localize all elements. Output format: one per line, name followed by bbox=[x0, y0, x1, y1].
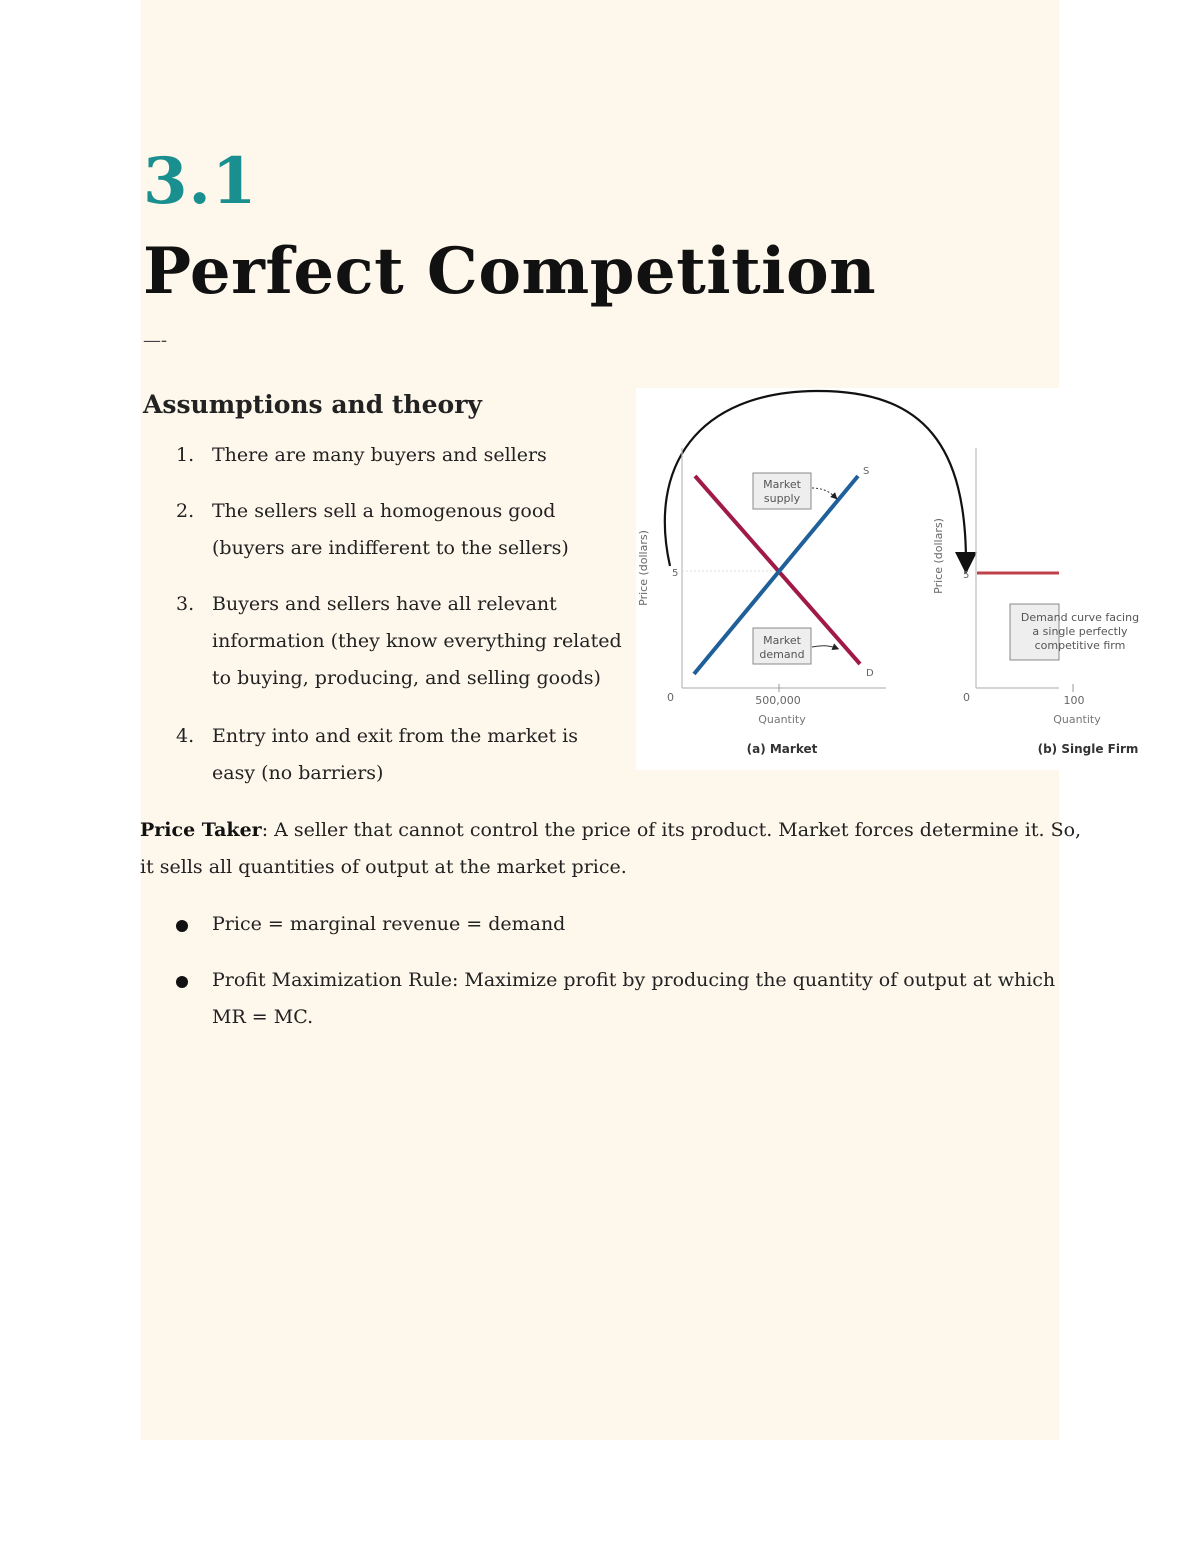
bullet-text: Price = marginal revenue = demand bbox=[212, 913, 566, 935]
list-text: (buyers are indifferent to the sellers) bbox=[212, 537, 569, 559]
list-item bbox=[176, 586, 636, 697]
market-supply-box-line: supply bbox=[763, 492, 801, 505]
bullet-icon bbox=[176, 976, 188, 988]
firm-y-axis-label: Price (dollars) bbox=[932, 518, 945, 594]
list-text: to buying, producing, and selling goods) bbox=[212, 667, 601, 689]
list-text: Entry into and exit from the market is bbox=[212, 725, 578, 747]
list-text: The sellers sell a homogenous good bbox=[212, 500, 556, 522]
price-taker-line bbox=[140, 812, 1082, 849]
firm-quantity-tick-label: 100 bbox=[1063, 694, 1085, 707]
list-item bbox=[176, 718, 636, 792]
firm-demand-box-line: Demand curve facing bbox=[1020, 611, 1140, 624]
title-separator: —- bbox=[143, 330, 168, 351]
firm-origin-label: 0 bbox=[963, 691, 970, 704]
market-demand-box-line: demand bbox=[759, 648, 805, 661]
page-title: Perfect Competition bbox=[143, 234, 877, 309]
market-firm-diagram bbox=[636, 388, 1140, 770]
firm-demand-box-line: competitive firm bbox=[1034, 639, 1126, 652]
list-number: 3. bbox=[176, 593, 195, 615]
demand-pointer-arrow bbox=[812, 646, 836, 648]
price-taker-term: Price Taker bbox=[140, 819, 262, 841]
list-number: 4. bbox=[176, 725, 195, 747]
price-taker-paragraph bbox=[140, 812, 1082, 886]
market-firm-figure bbox=[636, 388, 1140, 770]
list-number: 1. bbox=[176, 444, 195, 466]
demand-curve-label: D bbox=[866, 668, 874, 679]
bullet-icon bbox=[176, 920, 188, 932]
market-x-axis-label: Quantity bbox=[758, 713, 806, 726]
market-price-tick: 5 bbox=[672, 568, 679, 579]
market-supply-box-line: Market bbox=[763, 478, 801, 491]
firm-price-tick: 5 bbox=[963, 570, 970, 581]
bullet-text: Profit Maximization Rule: Maximize profit by producing the quantity of output at which bbox=[212, 969, 1056, 991]
list-text: There are many buyers and sellers bbox=[212, 444, 547, 466]
firm-caption: (b) Single Firm bbox=[1037, 742, 1139, 756]
firm-x-axis-label: Quantity bbox=[1053, 713, 1101, 726]
assumptions-heading: Assumptions and theory bbox=[143, 390, 482, 419]
firm-demand-box-line: a single perfectly bbox=[1032, 625, 1128, 638]
list-text: Buyers and sellers have all relevant bbox=[212, 593, 557, 615]
bullet-item bbox=[176, 906, 1056, 943]
connector-arrow bbox=[665, 391, 966, 566]
list-text: information (they know everything related bbox=[212, 630, 622, 652]
list-number: 2. bbox=[176, 500, 195, 522]
market-origin-label: 0 bbox=[667, 691, 674, 704]
supply-curve-label: S bbox=[863, 466, 870, 477]
supply-pointer-arrow bbox=[812, 488, 835, 497]
market-quantity-tick-label: 500,000 bbox=[755, 694, 801, 707]
market-caption: (a) Market bbox=[746, 742, 818, 756]
section-number: 3.1 bbox=[143, 144, 258, 219]
price-taker-definition: : A seller that cannot control the price of its product. Market forces determine it. So, bbox=[261, 819, 1082, 841]
price-taker-line: it sells all quantities of output at the market price. bbox=[140, 856, 627, 878]
market-y-axis-label: Price (dollars) bbox=[637, 530, 650, 606]
list-text: easy (no barriers) bbox=[212, 762, 384, 784]
bullet-text: MR = MC. bbox=[212, 1006, 314, 1028]
market-demand-box-line: Market bbox=[763, 634, 801, 647]
list-item bbox=[176, 493, 636, 567]
bullet-item bbox=[176, 962, 1056, 1036]
list-item bbox=[176, 437, 636, 474]
